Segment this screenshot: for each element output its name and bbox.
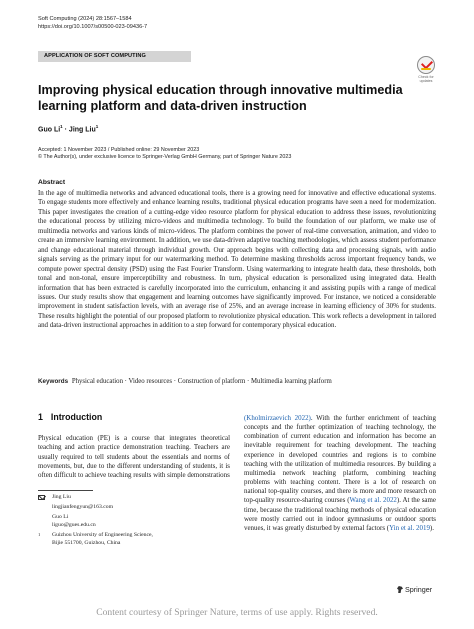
keywords-label: Keywords — [38, 378, 69, 385]
journal-citation: Soft Computing (2024) 28:1567–1584 — [38, 16, 132, 22]
accepted-dates: Accepted: 1 November 2023 / Published online: 29 November 2023 — [38, 147, 200, 153]
author-email[interactable]: liguo@gues.edu.cn — [52, 521, 96, 528]
courtesy-notice: Content courtesy of Springer Nature, terms of use apply. Rights reserved. — [96, 607, 378, 618]
author-name[interactable]: Guo Li — [38, 126, 61, 134]
keywords — [38, 377, 436, 386]
section-tag: APPLICATION OF SOFT COMPUTING — [38, 51, 191, 62]
section-heading-introduction — [38, 412, 102, 422]
author-email[interactable]: lingjianfengyun@163.com — [52, 503, 113, 510]
citation-link[interactable]: (Kholmirzaevich 2022) — [244, 414, 311, 422]
author-separator: · — [62, 126, 69, 134]
affiliation-number: 1 — [38, 532, 41, 538]
copyright-notice: © The Author(s), under exclusive licence to Springer-Verlag GmbH Germany, part of Springer Nature 2023 — [38, 154, 292, 161]
corresponding-author-name: Jing Liu — [52, 494, 71, 500]
institution-line: Bijie 551700, Guizhou, China — [52, 539, 121, 546]
abstract-text: In the age of multimedia networks and advanced educational tools, there is a growing need for innovative and effective educational systems. To engage students more effectively and enhance learning results, traditional physical education programs have seen a need for modernization. This paper investigates the creation of a cutting-edge video resource platform for physical education to address these issues, revolutionizing the educational process by utilizing micro-videos and multimedia technology. To build the foundation of our platform, we make use of multimedia networks and various kinds of micro-videos. The platform combines the power of real-time conversation, animation, and video to create an immersive learning environment. In addition, we use data-driven adaptive teaching methodologies, which assess student performance and change educational material through individual growth. Our approach begins with collecting data and processing signals, with audio signals serving as the primary input for our watermarking method. To determine masking thresholds across important frequency bands, we compute power spectral density (PSD) using the Fast Fourier Transform. Using watermarking to integrate health data, these thresholds, both tonal and non-tonal, ensure imperceptibility and robustness. In turn, physical education is personalized using integrated data. Health information that has been extracted is carefully incorporated into the curriculum, enhancing it and assisting pupils with a range of medical issues. Our study results show that engagement and learning outcomes have significantly improved. For instance, we noticed a considerable improvement in student satisfaction levels, with an average rise of 25%, and an average increase in learning efficiency of 30% for students. These results highlight the potential of our proposed platform to revolutionize physical education. This work reflects a development in tailored and data-driven instructional approaches in addition to a step forward for contemporary physical education. — [38, 189, 436, 330]
publisher-name: Springer — [405, 585, 433, 594]
intro-paragraph-right: (Kholmirzaevich 2022). With the further enrichment of teaching concepts and the further optimization of teaching technology, the combination of current education and information has become an inevitable requirement for teaching development. The teaching experience in developed countries and regions is to combine teaching with the utilization of multimedia resources. By building a multimedia network teaching platform, combining teaching problems with teaching content. There is a lot of research on national top-quality courses, and there is more and more research on top-quality resource-sharing courses (Wang et al. 2022). At the same time, because the traditional teaching methods of physical education were mostly carried out in indoor gymnasiums or outdoor sports venues, it was greatly disturbed by external factors (Yin et al. 2019). — [244, 414, 436, 532]
springer-horse-icon — [397, 586, 403, 593]
paper-title: Improving physical education through innovative multimedia learning platform and data-driven instruction — [38, 83, 403, 113]
affiliation-marker: 1 — [95, 124, 99, 129]
publication-info — [38, 147, 291, 162]
publisher-logo — [397, 585, 432, 594]
author-name[interactable]: Jing Liu — [68, 126, 96, 134]
email-icon — [38, 495, 45, 500]
doi-link[interactable]: https://doi.org/10.1007/s00500-023-09436-7 — [38, 23, 148, 30]
abstract-heading: Abstract — [38, 179, 66, 186]
author-list — [38, 124, 98, 133]
check-updates-text: Check for updates — [418, 75, 434, 84]
check-updates-icon — [417, 56, 435, 74]
author-name-footnote: Guo Li — [52, 514, 69, 521]
section-number: 1 — [38, 412, 43, 422]
footnote-divider — [38, 490, 93, 491]
check-for-updates-badge[interactable] — [413, 56, 439, 84]
citation-link[interactable]: Yin et al. 2019 — [389, 523, 430, 532]
affiliation-marker: 1 — [60, 124, 63, 129]
keywords-list: Physical education · Video resources · Construction of platform · Multimedia learning platform — [71, 378, 332, 385]
institution-line: Guizhou University of Engineering Science, — [52, 532, 153, 539]
section-title: Introduction — [50, 412, 103, 422]
author-affiliations — [38, 494, 153, 548]
journal-header — [38, 16, 147, 31]
intro-paragraph-left: Physical education (PE) is a course that integrates theoretical teaching and action practice demonstration teaching. Teachers are usually required to tell students about the essentials and norms of movements, but, due to the different understanding of students, it is often difficult to achieve teaching results with simple demonstrations — [38, 434, 230, 480]
citation-link[interactable]: Wang et al. 2022 — [349, 496, 397, 505]
